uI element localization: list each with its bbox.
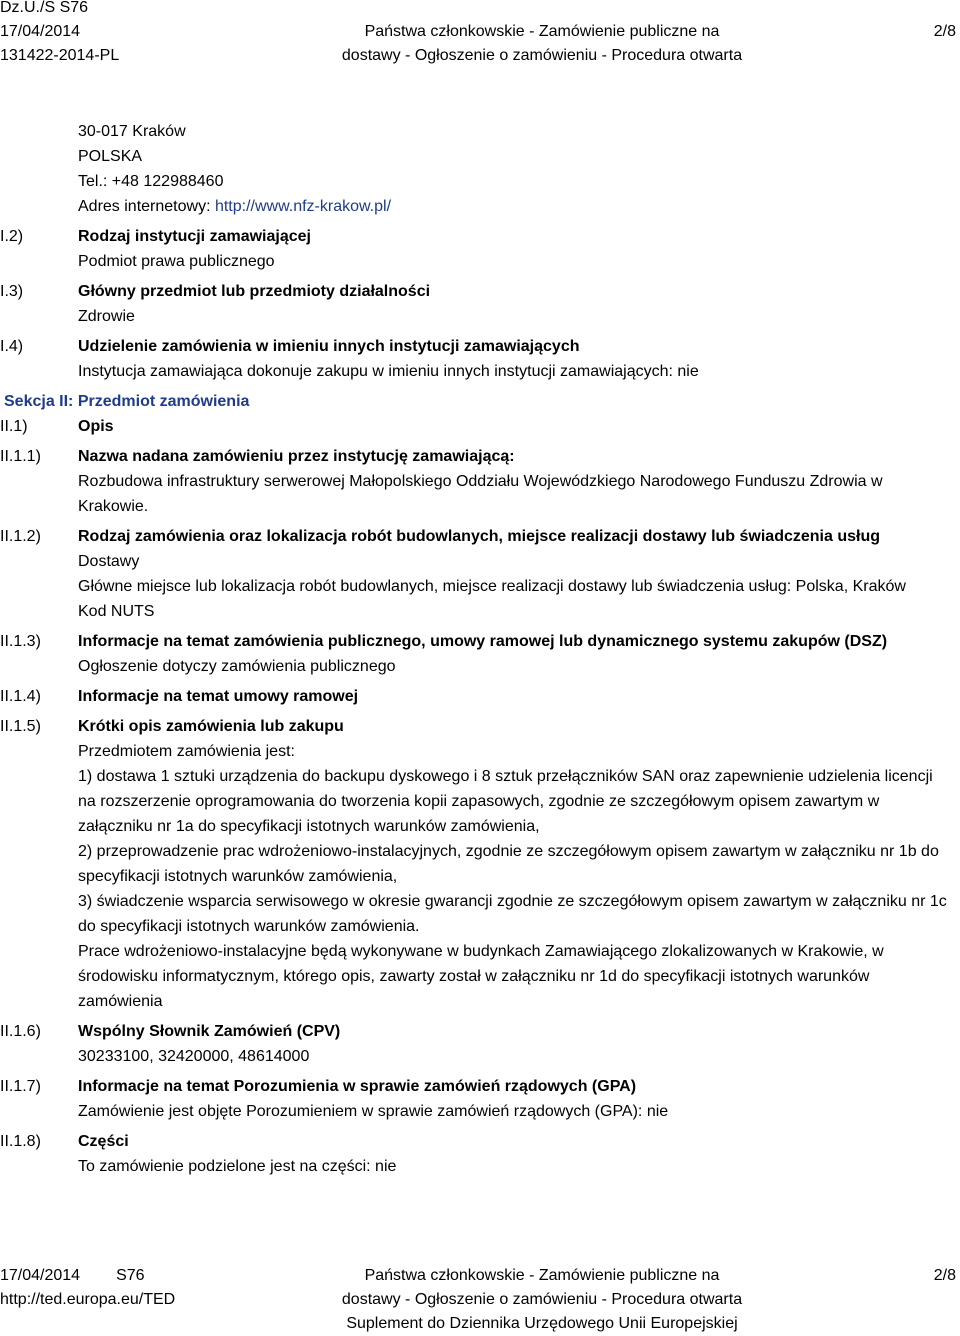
description-paragraph: Przedmiotem zamówienia jest:	[78, 743, 295, 760]
section-i3	[0, 279, 960, 329]
footer-title-line1: Państwa członkowskie - Zamówienie publiczne na	[364, 1267, 720, 1284]
section-title: Nazwa nadana zamówieniu przez instytucję zamawiającą:	[78, 448, 515, 465]
section-i2	[0, 224, 960, 274]
address-web-label: Adres internetowy:	[78, 198, 215, 215]
section-heading-ii: Sekcja II: Przedmiot zamówienia	[4, 393, 250, 410]
section-title: Udzielenie zamówienia w imieniu innych instytucji zamawiających	[78, 338, 580, 355]
header-page: 2/8	[933, 23, 956, 40]
section-number: I.4)	[0, 338, 24, 355]
address-country: POLSKA	[78, 148, 143, 165]
section-value: Zamówienie jest objęte Porozumieniem w sprawie zamówień rządowych (GPA): nie	[78, 1103, 669, 1120]
footer-page: 2/8	[933, 1267, 956, 1284]
section-number: I.2)	[0, 228, 24, 245]
section-ii17	[0, 1074, 960, 1124]
section-value: Ogłoszenie dotyczy zamówienia publicznego	[78, 658, 396, 675]
section-value: To zamówienie podzielone jest na części: nie	[78, 1158, 397, 1175]
footer-series: S76	[116, 1267, 145, 1284]
section-value: Główne miejsce lub lokalizacja robót budowlanych, miejsce realizacji dostawy lub świadczenia usług: Polska, Kraków	[78, 578, 906, 595]
address-tel: Tel.: +48 122988460	[78, 173, 224, 190]
footer-site[interactable]: http://ted.europa.eu/TED	[0, 1291, 176, 1308]
section-value: Zdrowie	[78, 308, 135, 325]
address-web-link[interactable]: http://www.nfz-krakow.pl/	[214, 198, 392, 215]
section-number: I.3)	[0, 283, 24, 300]
section-value: Instytucja zamawiająca dokonuje zakupu w imieniu innych instytucji zamawiających: nie	[78, 363, 699, 380]
section-title: Części	[78, 1133, 129, 1150]
section-i4	[0, 334, 960, 384]
section-ii16	[0, 1019, 960, 1069]
header-date: 17/04/2014	[0, 23, 81, 40]
section-number: II.1)	[0, 418, 28, 435]
section-ii12	[0, 524, 960, 624]
section-ii18	[0, 1129, 960, 1179]
header-title-line2: dostawy - Ogłoszenie o zamówieniu - Procedura otwarta	[341, 47, 743, 64]
section-title: Rodzaj instytucji zamawiającej	[78, 228, 311, 245]
section-value: 30233100, 32420000, 48614000	[78, 1048, 310, 1065]
section-title: Rodzaj zamówienia oraz lokalizacja robót budowlanych, miejsce realizacji dostawy lub świadczenia usług	[78, 528, 880, 545]
section-number: II.1.7)	[0, 1078, 41, 1095]
section-title: Główny przedmiot lub przedmioty działalności	[78, 283, 431, 300]
notice-content	[0, 119, 960, 1179]
section-title: Krótki opis zamówienia lub zakupu	[78, 718, 344, 735]
header-title-line1: Państwa członkowskie - Zamówienie publiczne na	[364, 23, 720, 40]
section-number: II.1.1)	[0, 448, 41, 465]
footer-title-line2: dostawy - Ogłoszenie o zamówieniu - Procedura otwarta	[341, 1291, 743, 1308]
section-ii13	[0, 629, 960, 679]
section-title: Informacje na temat zamówienia publicznego, umowy ramowej lub dynamicznego systemu zakupów (DSZ)	[78, 633, 888, 650]
section-ii11	[0, 444, 960, 519]
header-ref: 131422-2014-PL	[0, 47, 120, 64]
section-title: Wspólny Słownik Zamówień (CPV)	[78, 1023, 341, 1040]
section-value: Podmiot prawa publicznego	[78, 253, 275, 270]
description-paragraph: Prace wdrożeniowo-instalacyjne będą wykonywane w budynkach Zamawiającego zlokalizowanych w Krakowie, w środowisku informatycznym, którego opis, zawarty został w załączniku nr 1d do specyfikacji istotnych warunków zamówienia	[78, 943, 884, 1010]
footer-title-line3: Suplement do Dziennika Urzędowego Unii Europejskiej	[346, 1315, 738, 1332]
section-title: Opis	[78, 418, 114, 435]
section-value: Rozbudowa infrastruktury serwerowej Małopolskiego Oddziału Wojewódzkiego Narodowego Funduszu Zdrowia w Krakowie.	[78, 473, 883, 515]
section-number: II.1.8)	[0, 1133, 41, 1150]
footer-date: 17/04/2014	[0, 1267, 81, 1284]
description-paragraph: 2) przeprowadzenie prac wdrożeniowo-instalacyjnych, zgodnie ze szczegółowym opisem zawartym w załączniku nr 1b do specyfikacji istotnych warunków zamówienia,	[78, 843, 939, 885]
header-journal: Dz.U./S S76	[0, 0, 89, 16]
section-number: II.1.2)	[0, 528, 41, 545]
section-ii15	[0, 714, 960, 1014]
address-city: 30-017 Kraków	[78, 123, 186, 140]
footer-date-series	[0, 1264, 145, 1288]
address-web	[78, 194, 954, 219]
section-title: Informacje na temat umowy ramowej	[78, 688, 359, 705]
section-value: Dostawy	[78, 553, 140, 570]
section-number: II.1.4)	[0, 688, 41, 705]
section-value: Kod NUTS	[78, 603, 155, 620]
description-paragraph: 1) dostawa 1 sztuki urządzenia do backupu dyskowego i 8 sztuk przełączników SAN oraz zapewnienie udzielenia licencji na rozszerzenie oprogramowania do tworzenia kopii zapasowych, zgodnie ze szczegółowym opisem zawartym w załączniku nr 1a do specyfikacji istotnych warunków zamówienia,	[78, 768, 933, 835]
description-paragraph: 3) świadczenie wsparcia serwisowego w okresie gwarancji zgodnie ze szczegółowym opisem zawartym w załączniku nr 1c do specyfikacji istotnych warunków zamówienia.	[78, 893, 947, 935]
section-number: II.1.6)	[0, 1023, 41, 1040]
address-block	[0, 119, 960, 219]
section-title: Informacje na temat Porozumienia w sprawie zamówień rządowych (GPA)	[78, 1078, 637, 1095]
section-number: II.1.5)	[0, 718, 41, 735]
section-ii14	[0, 684, 960, 709]
section-number: II.1.3)	[0, 633, 41, 650]
section-ii1	[0, 414, 960, 439]
